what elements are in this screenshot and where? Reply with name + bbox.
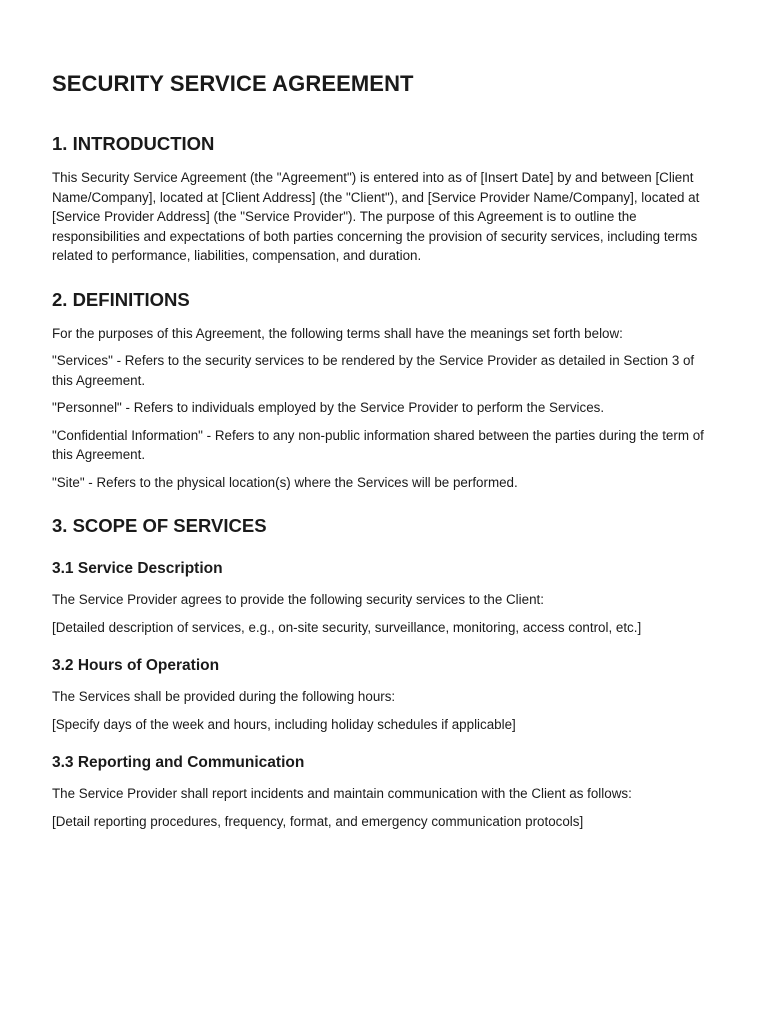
definition-services: "Services" - Refers to the security services to be rendered by the Service Provider as detailed in Section 3 of this Agreement.	[52, 353, 695, 388]
definitions-intro: For the purposes of this Agreement, the following terms shall have the meanings set forth below:	[52, 325, 623, 341]
service-description-paragraph: The Service Provider agrees to provide the following security services to the Client:	[52, 592, 544, 607]
hours-placeholder: [Specify days of the week and hours, including holiday schedules if applicable]	[52, 716, 516, 732]
service-description-placeholder: [Detailed description of services, e.g., on-site security, surveillance, monitoring, access control, etc.]	[52, 619, 642, 635]
definition-personnel: "Personnel" - Refers to individuals employed by the Service Provider to perform the Services.	[52, 400, 605, 415]
reporting-paragraph: The Service Provider shall report incidents and maintain communication with the Client as follows:	[52, 786, 632, 801]
definition-confidential-information: "Confidential Information" - Refers to any non-public information shared between the parties during the term of this Agreement.	[52, 427, 704, 462]
section-definitions	[52, 288, 710, 493]
section-heading-scope: 3. SCOPE OF SERVICES	[52, 515, 267, 536]
subsection-heading-hours: 3.2 Hours of Operation	[52, 657, 220, 674]
section-heading-introduction: 1. INTRODUCTION	[52, 133, 215, 154]
hours-paragraph: The Services shall be provided during the following hours:	[52, 689, 396, 704]
subsection-heading-service-description: 3.1 Service Description	[52, 560, 223, 577]
document-title: SECURITY SERVICE AGREEMENT	[52, 71, 414, 96]
section-introduction	[52, 132, 710, 266]
subsection-heading-reporting: 3.3 Reporting and Communication	[52, 754, 305, 771]
subsection-reporting-communication	[52, 752, 710, 831]
section-scope-of-services	[52, 514, 710, 831]
subsection-service-description	[52, 558, 710, 637]
subsection-hours-of-operation	[52, 655, 710, 734]
introduction-paragraph: This Security Service Agreement (the "Agreement") is entered into as of [Insert Date] by and between [Client Name/Company], located at [Client Address] (the "Client"), and [Service Provider Name/Company], located at [Service Provider Address] (the "Service Provider"). The purpose of this Agreement is to outline the responsibilities and expectations of both parties concerning the provision of security services, including terms related to performance, liabilities, compensation, and duration.	[52, 170, 700, 263]
definition-site: "Site" - Refers to the physical location(s) where the Services will be performed.	[52, 474, 518, 490]
section-heading-definitions: 2. DEFINITIONS	[52, 288, 190, 310]
reporting-placeholder: [Detail reporting procedures, frequency, format, and emergency communication protocols]	[52, 813, 584, 829]
